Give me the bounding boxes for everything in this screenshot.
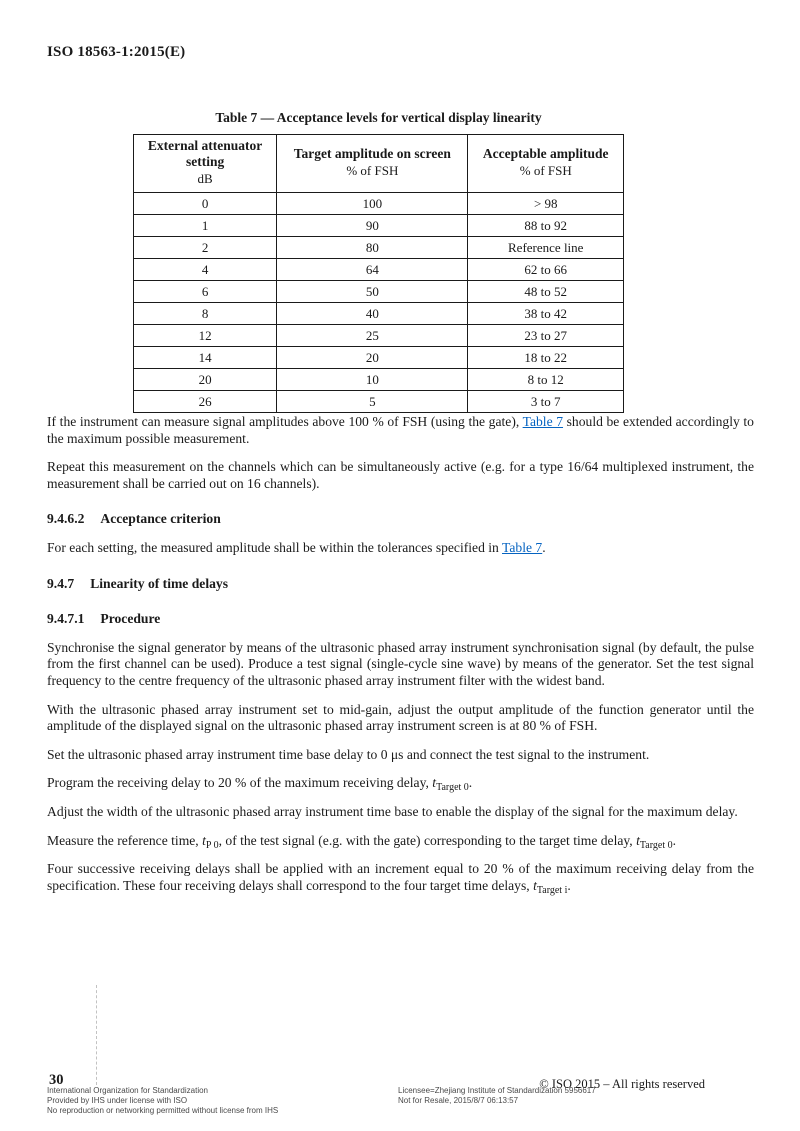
heading-9-4-6-2 [47, 511, 754, 528]
section-number: 9.4.6.2 [47, 511, 85, 527]
paragraph-text: For each setting, the measured amplitude shall be within the tolerances specified in [47, 539, 503, 555]
col-header-label: External attenuator setting [147, 138, 263, 170]
col-header-attenuator [134, 135, 277, 193]
table-7-link[interactable]: Table 7 [522, 414, 564, 429]
cell-target: 25 [277, 325, 468, 347]
variable-t: t [636, 832, 640, 848]
cell-attenuator: 20 [134, 369, 277, 391]
paragraph-text: If the instrument can measure signal amplitudes above 100 % of FSH (using the gate), [47, 414, 523, 429]
col-header-acceptable-amplitude [468, 135, 624, 193]
footer-copyright: © ISO 2015 – All rights reserved [539, 1077, 705, 1091]
cell-acceptable: 23 to 27 [468, 325, 624, 347]
table-7-link[interactable]: Table 7 [502, 539, 543, 555]
heading-9-4-7 [47, 576, 754, 593]
paragraph-text: Four successive receiving delays shall be applied with an increment equal to 20 % of the maximum receiving delay from the specification. These four receiving delays shall correspond to the four target time delays, [47, 861, 754, 893]
section-title: Linearity of time delays [90, 575, 228, 591]
cell-attenuator: 4 [134, 259, 277, 281]
table-row [134, 303, 624, 325]
cell-target: 40 [277, 303, 468, 325]
paragraph-adjust: Adjust the width of the ultrasonic phased array instrument time base to enable the display of the signal for the maximum delay. [47, 803, 738, 819]
paragraph-text: . [672, 832, 677, 848]
paragraph-text: . [567, 877, 571, 893]
table-row [134, 193, 624, 215]
cell-acceptable: 18 to 22 [468, 347, 624, 369]
col-header-unit: % of FSH [346, 162, 399, 178]
cell-attenuator: 2 [134, 237, 277, 259]
paragraph-gate [47, 414, 754, 447]
table-header-row [134, 135, 624, 193]
heading-9-4-7-1 [47, 611, 754, 628]
table-row [134, 391, 624, 413]
table-7-caption: Table 7 — Acceptance levels for vertical display linearity [215, 110, 542, 125]
cell-attenuator: 8 [134, 303, 277, 325]
body-text [47, 414, 754, 906]
variable-subscript: Target i [536, 884, 568, 896]
document-header-title: ISO 18563-1:2015(E) [47, 44, 186, 60]
table-7-block [133, 110, 624, 413]
variable-t: t [202, 832, 206, 848]
cell-acceptable: > 98 [468, 193, 624, 215]
imprint-line: Provided by IHS under license with ISO [47, 1096, 188, 1105]
cell-acceptable: Reference line [468, 237, 624, 259]
section-number: 9.4.7 [47, 575, 75, 591]
table-row [134, 347, 624, 369]
paragraph-program [47, 775, 754, 792]
variable-t: t [533, 877, 537, 893]
table-row [134, 281, 624, 303]
paragraph-timebase: Set the ultrasonic phased array instrument time base delay to 0 μs and connect the test signal to the instrument. [47, 746, 650, 762]
table-7 [133, 134, 624, 413]
cell-target: 5 [277, 391, 468, 413]
paragraph-text: , of the test signal (e.g. with the gate) corresponding to the target time delay, [218, 832, 637, 848]
paragraph-midgain: With the ultrasonic phased array instrument set to mid-gain, adjust the output amplitude of the function generator until the amplitude of the displayed signal on the ultrasonic phased array instrument screen is at 80 % of FSH. [47, 701, 754, 734]
paragraph-four-delays [47, 861, 754, 894]
cell-acceptable: 48 to 52 [468, 281, 624, 303]
col-header-label: Acceptable amplitude [482, 146, 609, 162]
table-row [134, 215, 624, 237]
paragraph-text: Program the receiving delay to 20 % of the maximum receiving delay, [47, 775, 433, 791]
cell-target: 80 [277, 237, 468, 259]
paragraph-text: Measure the reference time, [47, 832, 203, 848]
footer-imprint [47, 1086, 278, 1116]
cell-attenuator: 26 [134, 391, 277, 413]
cell-acceptable: 3 to 7 [468, 391, 624, 413]
variable-t: t [432, 775, 437, 791]
paragraph-synchronise: Synchronise the signal generator by means of the ultrasonic phased array instrument synchronisation signal (by default, the pulse from the first channel can be used). Produce a test signal (single-cycle sine wave) by means of the generator. Set the test signal frequency to the centre frequency of the ultrasonic phased array instrument filter with the widest band. [47, 639, 754, 688]
cell-acceptable: 38 to 42 [468, 303, 624, 325]
cell-attenuator: 0 [134, 193, 277, 215]
cell-acceptable: 88 to 92 [468, 215, 624, 237]
cell-attenuator: 14 [134, 347, 277, 369]
variable-subscript: Target 0 [436, 782, 469, 794]
cell-target: 100 [277, 193, 468, 215]
section-number: 9.4.7.1 [47, 611, 85, 627]
imprint-line: International Organization for Standardization [47, 1086, 208, 1095]
cell-target: 90 [277, 215, 468, 237]
col-header-unit: dB [197, 170, 213, 186]
col-header-unit: % of FSH [519, 162, 572, 178]
license-line: Licensee=Zhejiang Institute of Standardization 5956617 [398, 1086, 596, 1095]
cell-attenuator: 6 [134, 281, 277, 303]
table-row [134, 369, 624, 391]
table-row [134, 237, 624, 259]
license-line: Not for Resale, 2015/8/7 06:13:57 [398, 1096, 519, 1105]
paragraph-text: . [468, 775, 473, 791]
cell-target: 20 [277, 347, 468, 369]
table-row [134, 259, 624, 281]
variable-subscript: P 0 [205, 839, 219, 851]
cell-attenuator: 12 [134, 325, 277, 347]
cell-acceptable: 8 to 12 [468, 369, 624, 391]
paragraph-text: . [542, 539, 546, 555]
paragraph-text: should be extended accordingly to the maximum possible measurement. [47, 414, 754, 446]
cell-target: 64 [277, 259, 468, 281]
paragraph-repeat: Repeat this measurement on the channels which can be simultaneously active (e.g. for a type 16/64 multiplexed instrument, the measurement shall be carried out on 16 channels). [47, 459, 754, 491]
variable-subscript: Target 0 [639, 839, 673, 851]
imprint-line: No reproduction or networking permitted without license from IHS [47, 1106, 279, 1115]
section-title: Acceptance criterion [100, 511, 221, 527]
cell-target: 50 [277, 281, 468, 303]
paragraph-criterion [47, 540, 754, 557]
col-header-label: Target amplitude on screen [293, 146, 451, 162]
section-title: Procedure [100, 611, 161, 627]
cell-attenuator: 1 [134, 215, 277, 237]
col-header-target-amplitude [277, 135, 468, 193]
scan-fold-artifact [96, 985, 97, 1085]
cell-target: 10 [277, 369, 468, 391]
table-row [134, 325, 624, 347]
cell-acceptable: 62 to 66 [468, 259, 624, 281]
page-number: 30 [49, 1072, 64, 1088]
paragraph-measure [47, 833, 754, 850]
